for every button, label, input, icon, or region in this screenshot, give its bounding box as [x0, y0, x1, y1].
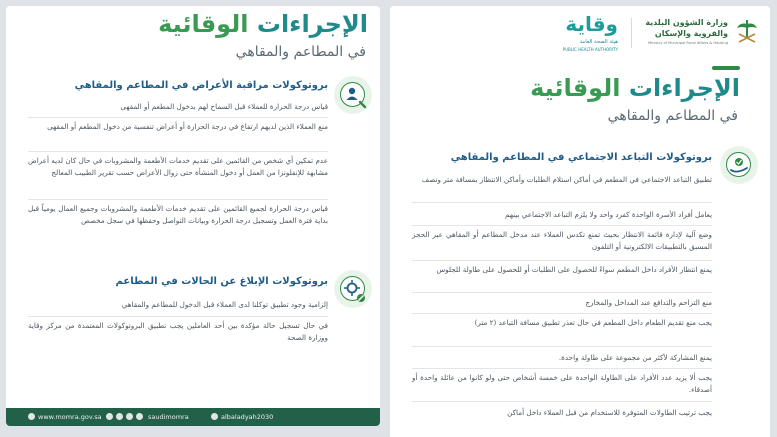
- case-reporting-badge: [334, 270, 372, 308]
- web-icon: [28, 413, 35, 420]
- divider: [412, 292, 712, 293]
- distancing-item-3: وضع آلية لإدارة قائمة الانتظار بحيث تمنع تكدس العملاء عند مدخل المطاعم أو المقاهي عبر الحجز المسبق بالتطبيقات الالكترونية أو التلفون: [412, 230, 712, 251]
- footer-website[interactable]: www.momra.gov.sa: [38, 413, 102, 421]
- distancing-item-9: يجب ترتيب الطاولات المتوفرة للاستخدام من قبل العملاء داخل أماكن: [507, 408, 712, 417]
- social-distancing-title: بروتوكولات التباعد الاجتماعي في المطاعم والمقاهي: [450, 152, 712, 163]
- divider: [412, 260, 712, 261]
- divider: [412, 401, 712, 402]
- left-page-subtitle: في المطاعم والمقاهي: [235, 44, 366, 60]
- title-word-1: الإجراءات: [620, 74, 740, 102]
- wiqaya-logo: وقاية: [565, 12, 618, 36]
- distancing-item-8: يجب ألا يزيد عدد الأفراد على الطاولة الواحدة على خمسة أشخاص حتى ولو كانوا من عائلة واحدة أو أصدقاء.: [412, 373, 712, 394]
- footer-hashtag[interactable]: albaladyah2030: [221, 413, 274, 421]
- distancing-item-7: يمنع المشاركة لأكثر من مجموعة على طاولة واحدة.: [558, 353, 712, 362]
- case-reporting-title: بروتوكولات الإبلاغ عن الحالات في المطاعم: [115, 276, 328, 287]
- accent-bar: [712, 66, 740, 70]
- ministry-name-line2: والقروية والإسكان: [654, 29, 728, 38]
- hand-care-icon: [720, 146, 758, 184]
- twitter-icon: [106, 413, 113, 420]
- divider: [28, 151, 328, 152]
- distancing-item-4: يمنع انتظار الأفراد داخل المطعم سواءً للحصول على الطلبات أو للحصول على طاولة للجلوس: [436, 265, 712, 274]
- logo-divider: [631, 18, 632, 48]
- wiqaya-subtitle-en: PUBLIC HEALTH AUTHORITY: [562, 47, 618, 52]
- hashtag-icon: [211, 413, 218, 420]
- symptom-monitoring-badge: [334, 76, 372, 114]
- title-word-2: الوقائية: [158, 10, 249, 38]
- divider: [412, 313, 712, 314]
- social-footer: [6, 408, 380, 426]
- divider: [412, 368, 712, 369]
- ministry-name-en: Ministry of Municipal Rural Affairs & Housing: [648, 41, 728, 45]
- symptom-item-3: عدم تمكين أي شخص من القائمين على تقديم خدمات الأطعمة والمشروبات في حال كان لديه أعراض مشابهة للإنفلونزا من العمل أو دخول المنشأة حتى زوال الأعراض حسب تقرير الطبيب المعالج: [28, 156, 328, 177]
- ministry-name-line1: وزارة الشؤون البلدية: [645, 18, 728, 27]
- right-page: [390, 6, 770, 437]
- divider: [412, 225, 712, 226]
- wiqaya-subtitle: هيئة الصحة العامة: [579, 39, 618, 45]
- distancing-item-6: يجب منع تقديم الطعام داخل المطعم في حال تعذر تطبيق مسافة التباعد (٢ متر): [474, 318, 712, 327]
- footer-handle[interactable]: saudimomra: [148, 413, 189, 421]
- divider: [412, 346, 712, 347]
- distancing-item-1: تطبيق التباعد الاجتماعي في المطعم في أماكن استلام الطلبات وأماكن الانتظار بمسافة متر ونصف: [421, 175, 712, 184]
- symptom-item-1: قياس درجة الحرارة للعملاء قبل السماح لهم بدخول المطعم أو المقهى: [120, 102, 328, 111]
- facebook-icon: [116, 413, 123, 420]
- divider: [28, 316, 328, 317]
- title-word-2: الوقائية: [530, 74, 621, 102]
- distancing-item-5: منع التزاحم والتدافع عند المداخل والمخارج: [585, 298, 712, 307]
- right-page-title: [530, 74, 740, 102]
- right-page-subtitle: في المطاعم والمقاهي: [607, 108, 738, 124]
- title-word-1: الإجراءات: [248, 10, 368, 38]
- ministry-emblem-icon: [732, 16, 762, 46]
- social-distancing-badge: [720, 146, 758, 184]
- symptom-monitoring-title: بروتوكولات مراقبة الأعراض في المطاعم والمقاهي: [74, 80, 328, 91]
- reporting-item-1: إلزامية وجود تطبيق توكلنا لدى العملاء قبل الدخول للمطاعم والمقاهي: [121, 300, 328, 309]
- youtube-icon: [126, 413, 133, 420]
- divider: [28, 199, 328, 200]
- divider: [412, 202, 712, 203]
- divider: [28, 117, 328, 118]
- virus-alert-icon: [334, 270, 372, 308]
- reporting-item-2: في حال تسجيل حالة مؤكدة بين أحد العاملين يجب تطبيق البروتوكولات المعتمدة من مركز وقاية ووزارة الصحة: [28, 321, 328, 342]
- left-page: [6, 6, 380, 426]
- person-search-icon: [334, 76, 372, 114]
- instagram-icon: [136, 413, 143, 420]
- distancing-item-2: يعامل أفراد الأسرة الواحدة كفرد واحد ولا يلزم التباعد الاجتماعي بينهم: [505, 210, 712, 219]
- symptom-item-4: قياس درجة الحرارة لجميع القائمين على تقديم خدمات الأطعمة والمشروبات وجميع العمال يومياً قبل بداية فترة العمل وتسجيل درجة الحرارة وبيانات التواصل وحفظها في سجل مخصص: [28, 204, 328, 225]
- symptom-item-2: منع العملاء الذين لديهم ارتفاع في درجة الحرارة أو أعراض تنفسية من دخول المطعم أو المقهى: [47, 122, 328, 131]
- left-page-title: [158, 10, 368, 38]
